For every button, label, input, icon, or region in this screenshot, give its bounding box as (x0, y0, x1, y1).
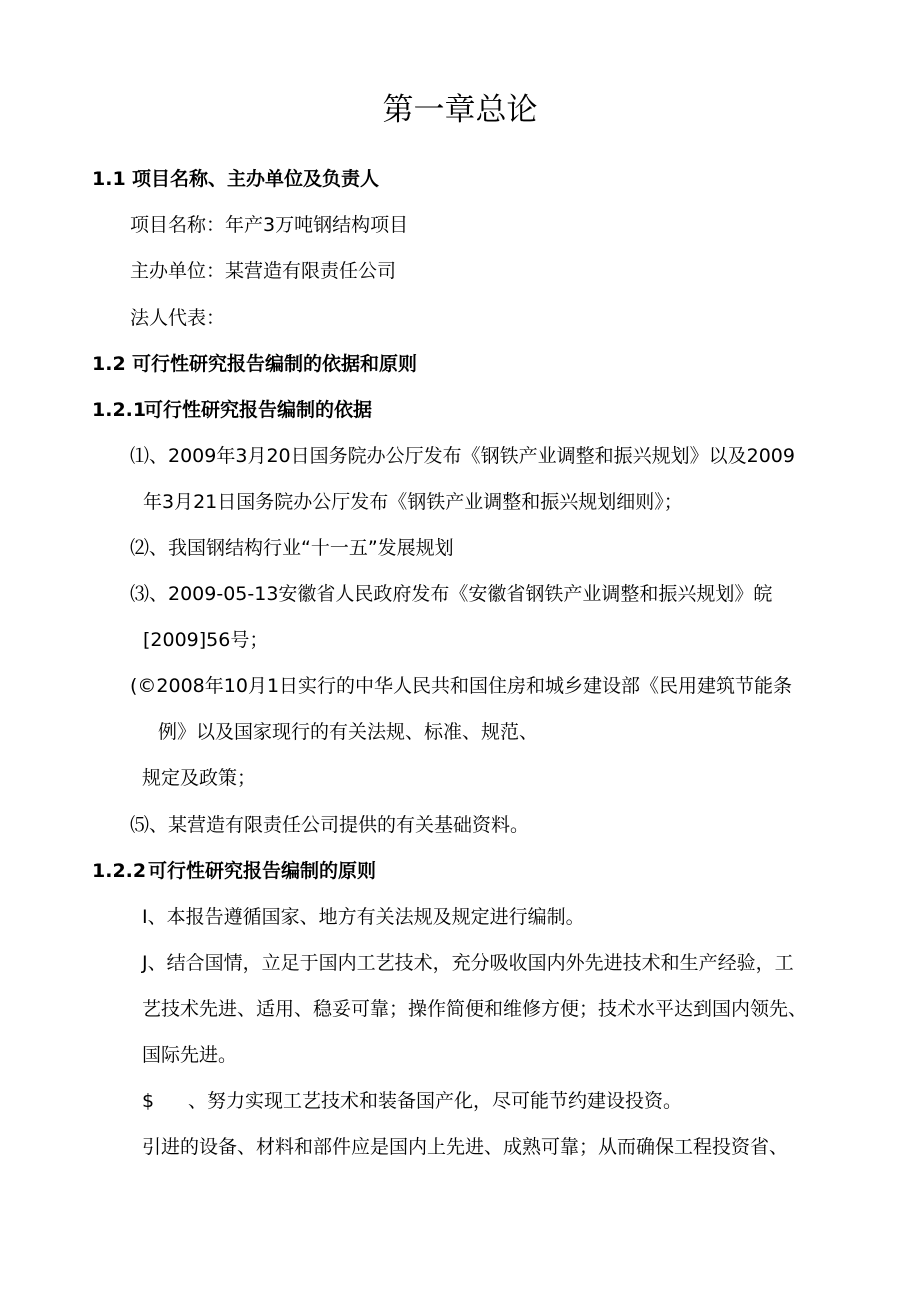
basis-item-3-cont: [2009]56号； (143, 629, 269, 651)
principle-item-2: J、结合国情，立足于国内工艺技术，充分吸收国内外先进技术和生产经验，工 (142, 952, 794, 974)
legal-rep-line: 法人代表： (130, 307, 226, 329)
section-title: 可行性研究报告编制的依据和原则 (132, 353, 418, 375)
basis-item-3: ⑶、2009-05-13安徽省人民政府发布《安徽省钢铁产业调整和振兴规划》皖 (130, 583, 773, 605)
basis-item-2: ⑵、我国钢结构行业“十一五”发展规划 (130, 537, 454, 559)
principle-item-1: I、本报告遵循国家、地方有关法规及规定进行编制。 (142, 906, 585, 928)
principle-item-2-cont: 艺技术先进、适用、稳妥可靠；操作简便和维修方便；技术水平达到国内领先、 (142, 998, 808, 1020)
basis-item-4-cont2: 规定及政策； (142, 767, 257, 789)
basis-item-1: ⑴、2009年3月20日国务院办公厅发布《钢铁产业调整和振兴规划》以及2009 (130, 445, 795, 467)
sponsor-line: 主办单位：某营造有限责任公司 (130, 260, 397, 282)
principle-item-3-marker: $ (142, 1090, 155, 1112)
basis-item-1-cont: 年3月21日国务院办公厅发布《钢铁产业调整和振兴规划细则》； (143, 491, 683, 513)
principle-item-3: 、努力实现工艺技术和装备国产化，尽可能节约建设投资。 (188, 1090, 683, 1112)
section-title: 可行性研究报告编制的原则 (148, 860, 377, 882)
basis-item-5: ⑸、某营造有限责任公司提供的有关基础资料。 (130, 814, 530, 836)
section-number: 1.2 (92, 353, 126, 375)
project-name-line: 项目名称：年产3万吨钢结构项目 (130, 214, 409, 236)
section-number: 1.2.2 (92, 860, 147, 882)
page-title: 第一章总论 (382, 92, 538, 128)
basis-item-4-cont: 例》以及国家现行的有关法规、标准、规范、 (158, 721, 539, 743)
section-title: 项目名称、主办单位及负责人 (132, 168, 380, 190)
section-heading-1-2-2 (92, 859, 376, 883)
section-title: 可行性研究报告编制的依据 (144, 399, 373, 421)
section-number: 1.1 (92, 168, 126, 190)
section-heading-1-2 (92, 352, 417, 376)
basis-item-4: (©2008年10月1日实行的中华人民共和国住房和城乡建设部《民用建筑节能条 (130, 675, 793, 697)
principle-item-2-cont2: 国际先进。 (142, 1044, 238, 1066)
section-number: 1.2.1 (92, 399, 147, 421)
section-heading-1-2-1 (92, 398, 372, 422)
principle-item-3-cont: 引进的设备、材料和部件应是国内上先进、成熟可靠；从而确保工程投资省、 (142, 1136, 789, 1158)
section-heading-1-1 (92, 167, 379, 191)
